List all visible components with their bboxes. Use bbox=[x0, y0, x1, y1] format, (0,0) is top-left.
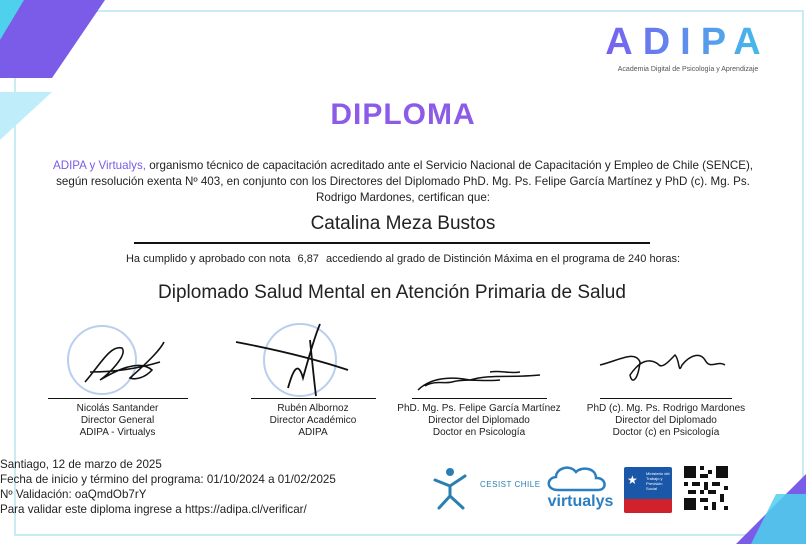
name-underline bbox=[134, 242, 650, 244]
signature-1-name: Nicolás Santander bbox=[76, 403, 159, 414]
diploma-footer bbox=[0, 457, 336, 517]
place-date: Santiago, 12 de marzo de 2025 bbox=[0, 458, 162, 471]
logo-word: ADIPA bbox=[598, 20, 778, 64]
signature-3-name: PhD. Mg. Ps. Felipe García Martínez bbox=[397, 403, 561, 414]
signature-2-image bbox=[228, 320, 398, 398]
signature-3-image bbox=[390, 320, 568, 398]
program-period: Fecha de inicio y término del programa: 01/10/2024 a 01/02/2025 bbox=[0, 473, 336, 486]
signature-block-4 bbox=[580, 320, 752, 445]
signature-block-1 bbox=[30, 320, 205, 445]
program-name: Diplomado Salud Mental en Atención Primaria de Salud bbox=[158, 282, 626, 303]
cesist-logo bbox=[425, 462, 545, 512]
intro-text: organismo técnico de capacitación acreditado ante el Servicio Nacional de Capacitación y Empleo de Chile (SENCE), según resolución exenta Nº 403, en conjunto con los Directores del Diplomado PhD. Mg. Ps. Felipe García Martínez y PhD (c). Mg. Ps. Rodrigo Mardones, certifican que: bbox=[56, 159, 754, 204]
signature-4-org: Doctor (c) en Psicología bbox=[612, 427, 720, 438]
cesist-text: CESIST CHILE bbox=[480, 480, 541, 489]
cloud-icon bbox=[538, 462, 623, 494]
signature-block-3 bbox=[390, 320, 568, 445]
signature-2-org: ADIPA bbox=[298, 427, 328, 438]
signature-4-line bbox=[600, 398, 732, 399]
signature-1-role: Director General bbox=[80, 415, 155, 426]
signature-2-line bbox=[251, 398, 376, 399]
partner-logos bbox=[420, 462, 740, 522]
signature-1-line bbox=[48, 398, 188, 399]
signature-3-line bbox=[412, 398, 547, 399]
intro-highlight: ADIPA y Virtualys, bbox=[52, 159, 146, 172]
virtualys-text: virtualys bbox=[547, 493, 614, 510]
logo-subtitle: Academia Digital de Psicología y Aprendizaje bbox=[617, 66, 759, 73]
signature-2-role: Director Académico bbox=[269, 415, 357, 426]
signature-3-role: Director del Diplomado bbox=[428, 415, 530, 426]
signature-4-image bbox=[580, 320, 752, 398]
signature-1-org: ADIPA - Virtualys bbox=[79, 427, 156, 438]
qr-code-icon bbox=[684, 466, 728, 510]
signature-4-name: PhD (c). Mg. Ps. Rodrigo Mardones bbox=[586, 403, 746, 414]
recipient-name: Catalina Meza Bustos bbox=[310, 213, 496, 234]
grade-statement bbox=[0, 253, 806, 265]
validation-code: Nº Validación: oaQmdOb7rY bbox=[0, 488, 147, 501]
verify-instructions: Para validar este diploma ingrese a https://adipa.cl/verificar/ bbox=[0, 503, 307, 516]
signature-3-org: Doctor en Psicología bbox=[432, 427, 526, 438]
gob-red-band bbox=[624, 499, 672, 513]
star-icon: ★ bbox=[627, 473, 638, 487]
cesist-figure-icon bbox=[425, 462, 475, 512]
grade-prefix: Ha cumplido y aprobado con nota bbox=[125, 253, 291, 265]
gob-text: Ministerio del Trabajo y Previsión Social bbox=[646, 471, 670, 491]
intro-paragraph bbox=[50, 158, 756, 206]
signature-block-2 bbox=[228, 320, 398, 445]
virtualys-logo bbox=[538, 462, 638, 517]
signature-1-image bbox=[30, 320, 205, 398]
signature-2-name: Rubén Albornoz bbox=[277, 403, 349, 414]
gobierno-chile-logo bbox=[624, 467, 672, 513]
diploma-title: DIPLOMA bbox=[330, 98, 476, 131]
signature-4-role: Director del Diplomado bbox=[615, 415, 717, 426]
adipa-logo bbox=[598, 20, 778, 73]
grade-value: 6,87 bbox=[297, 253, 319, 265]
grade-suffix: accediendo al grado de Distinción Máxima en el programa de 240 horas: bbox=[326, 253, 681, 265]
